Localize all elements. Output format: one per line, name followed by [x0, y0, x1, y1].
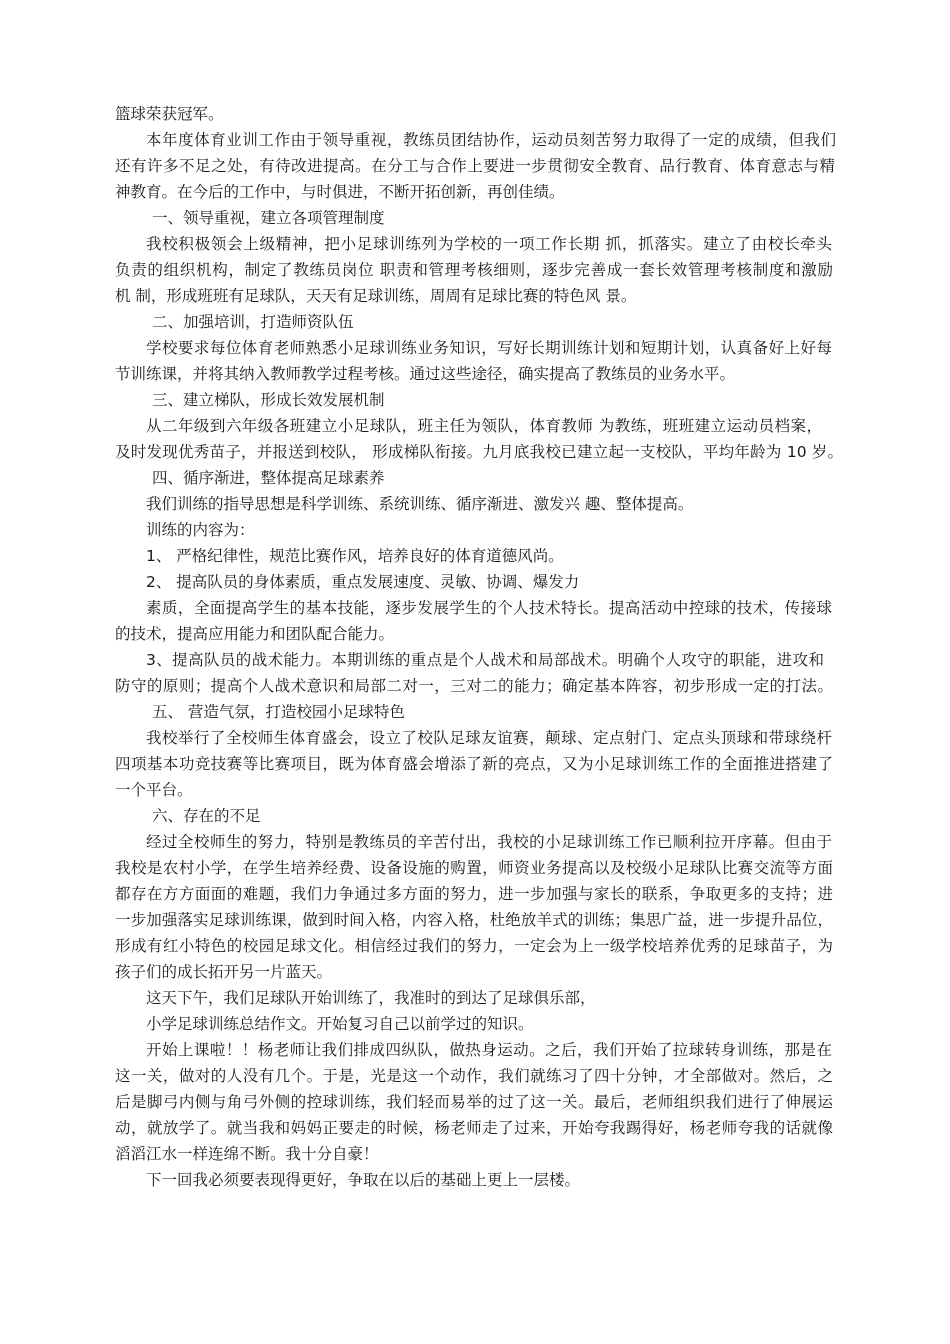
paragraph-line: 我们训练的指导思想是科学训练、系统训练、循序渐进、激发兴 趣、整体提高。: [146, 495, 694, 513]
text-line: 还有许多不足之处，有待改进提高。在分工与合作上要进一步贯彻安全教育、品行教育、体育意志与精: [115, 157, 835, 175]
text-line: 的技术，提高应用能力和团队配合能力。: [115, 625, 395, 643]
section-heading: 三、建立梯队，形成长效发展机制: [152, 391, 385, 409]
text-line: 节训练课，并将其纳入教师教学过程考核。通过这些途径，确实提高了教练员的业务水平。: [115, 365, 736, 383]
section-heading: 二、加强培训，打造师资队伍: [152, 313, 354, 331]
text-line: 一步加强落实足球训练课，做到时间入格，内容入格，杜绝放羊式的训练；集思广益，进一步提升品位，: [115, 911, 833, 929]
text-line: 篮球荣获冠军。: [115, 105, 224, 123]
section-heading: 一、领导重视，建立各项管理制度: [152, 209, 385, 227]
paragraph-line: 训练的内容为：: [146, 521, 255, 539]
text-line: 滔滔江水一样连绵不断。我十分自豪！: [115, 1145, 379, 1163]
paragraph-line: 开始上课啦！！杨老师让我们排成四纵队，做热身运动。之后，我们开始了拉球转身训练，那是在: [146, 1041, 832, 1059]
paragraph-line: 经过全校师生的努力，特别是教练员的辛苦付出，我校的小足球训练工作已顺利拉开序幕。但由于: [146, 833, 832, 851]
paragraph-line: 3、提高队员的战术能力。本期训练的重点是个人战术和局部战术。明确个人攻守的职能，进攻和: [146, 651, 824, 669]
paragraph-line: 学校要求每位体育老师熟悉小足球训练业务知识，写好长期训练计划和短期计划，认真备好上好每: [146, 339, 832, 357]
text-line: 后是脚弓内侧与角弓外侧的控球训练，我们轻而易举的过了这一关。最后，老师组织我们进行了伸展运: [115, 1093, 833, 1111]
section-heading: 四、循序渐进，整体提高足球素养: [152, 469, 385, 487]
text-line: 这一关，做对的人没有几个。于是，光是这一个动作，我们就练习了四十分钟，才全部做对。然后，之: [115, 1067, 833, 1085]
paragraph-line: 下一回我必须要表现得更好，争取在以后的基础上更上一层楼。: [146, 1171, 581, 1189]
list-item: 2、 提高队员的身体素质，重点发展速度、灵敏、协调、爆发力: [146, 573, 580, 591]
text-line: 形成有红小特色的校园足球文化。相信经过我们的努力，一定会为上一级学校培养优秀的足球苗子，为: [115, 937, 833, 955]
text-line: 一个平台。: [115, 781, 193, 799]
text-line: 防守的原则；提高个人战术意识和局部二对一，三对二的能力；确定基本阵容，初步形成一定的打法。: [115, 677, 833, 695]
text-line: 我校是农村小学，在学生培养经费、设备设施的购置，师资业务提高以及校级小足球队比赛交流等方面: [115, 859, 833, 877]
paragraph-line: 我校积极领会上级精神，把小足球训练列为学校的一项工作长期 抓，抓落实。建立了由校长牵头: [146, 235, 832, 253]
paragraph-line: 素质，全面提高学生的基本技能，逐步发展学生的个人技术特长。提高活动中控球的技术，传接球: [146, 599, 832, 617]
text-line: 孩子们的成长拓开另一片蓝天。: [115, 963, 333, 981]
text-line: 动，就放学了。就当我和妈妈正要走的时候，杨老师走了过来，开始夸我踢得好，杨老师夸我的话就像: [115, 1119, 833, 1137]
text-line: 都存在方方面面的难题，我们力争通过多方面的努力，进一步加强与家长的联系，争取更多的支持；进: [115, 885, 833, 903]
text-line: 神教育。在今后的工作中，与时俱进，不断开拓创新，再创佳绩。: [115, 183, 565, 201]
section-heading: 五、 营造气氛，打造校园小足球特色: [152, 703, 405, 721]
section-heading: 六、存在的不足: [152, 807, 261, 825]
text-line: 四项基本功竞技赛等比赛项目，既为体育盛会增添了新的亮点，又为小足球训练工作的全面推进搭建了: [115, 755, 833, 773]
paragraph-line: 我校举行了全校师生体育盛会，设立了校队足球友谊赛，颠球、定点射门、定点头顶球和带球绕杆: [146, 729, 832, 747]
paragraph-line: 本年度体育业训工作由于领导重视，教练员团结协作，运动员刻苦努力取得了一定的成绩，但我们: [146, 131, 836, 149]
paragraph-line: 从二年级到六年级各班建立小足球队，班主任为领队，体育教师 为教练，班班建立运动员档案，: [146, 417, 822, 435]
paragraph-line: 小学足球训练总结作文。开始复习自己以前学过的知识。: [146, 1015, 534, 1033]
text-line: 负责的组织机构，制定了教练员岗位 职责和管理考核细则，逐步完善成一套长效管理考核制度和激励: [115, 261, 833, 279]
text-line: 机 制，形成班班有足球队，天天有足球训练，周周有足球比赛的特色风 景。: [115, 287, 637, 305]
paragraph-line: 这天下午，我们足球队开始训练了，我准时的到达了足球俱乐部，: [146, 989, 596, 1007]
list-item: 1、 严格纪律性，规范比赛作风，培养良好的体育道德风尚。: [146, 547, 564, 565]
text-line: 及时发现优秀苗子，并报送到校队， 形成梯队衔接。九月底我校已建立起一支校队，平均年龄为 10 岁。: [115, 443, 843, 461]
